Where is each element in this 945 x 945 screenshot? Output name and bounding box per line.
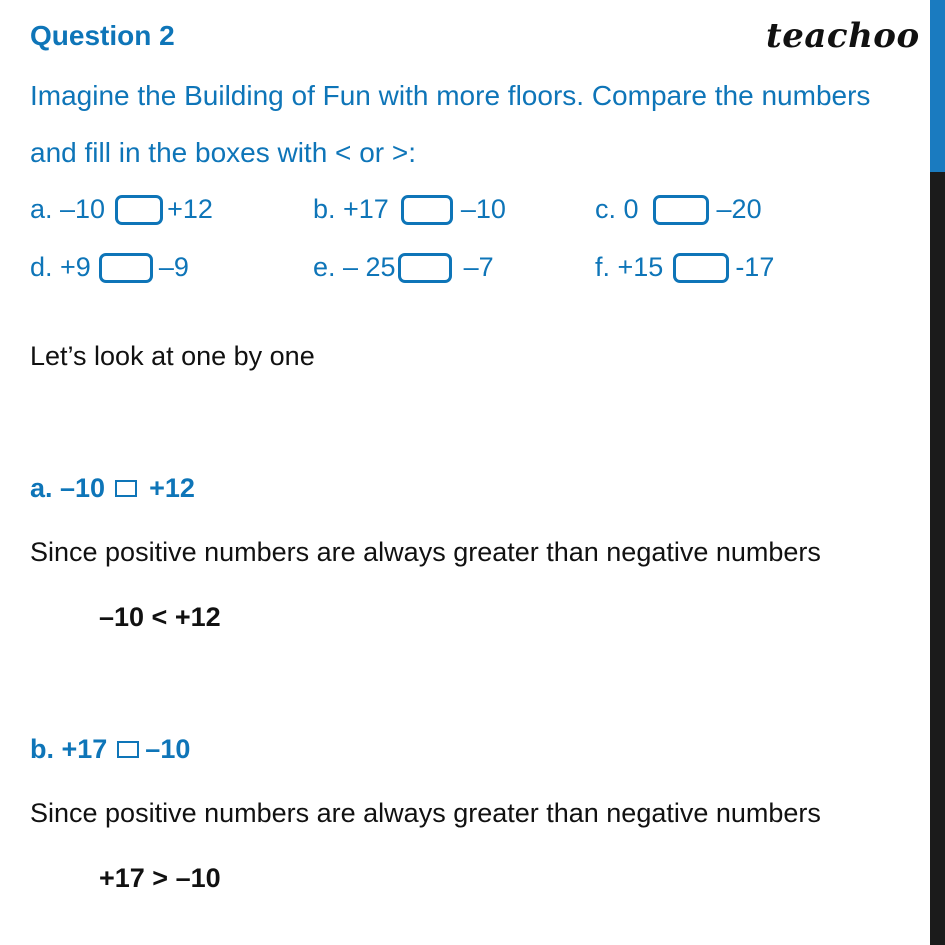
part-a-explanation: Since positive numbers are always greater than negative numbers	[30, 537, 821, 567]
item-a-answer-box	[115, 195, 163, 225]
item-b-left: b. +17	[313, 194, 389, 224]
prompt-line-2: and fill in the boxes with < or >:	[30, 137, 416, 168]
item-b-right: –10	[460, 194, 506, 224]
teachoo-logo: teachoo	[766, 16, 920, 56]
item-d-left: d. +9	[30, 252, 91, 282]
intro-text: Let’s look at one by one	[30, 341, 315, 371]
item-a-left: a. –10	[30, 194, 106, 224]
item-d-right: –9	[158, 252, 189, 282]
part-b-heading-right: –10	[145, 734, 191, 764]
item-b-answer-box	[401, 195, 453, 225]
item-e	[313, 252, 494, 283]
item-d-answer-box	[99, 253, 153, 283]
prompt-line-1: Imagine the Building of Fun with more floors. Compare the numbers	[30, 80, 871, 111]
item-d	[30, 252, 189, 283]
item-a	[30, 194, 213, 225]
item-e-right: –7	[463, 252, 494, 282]
item-f	[595, 252, 774, 283]
item-c	[595, 194, 762, 225]
part-a-heading-box	[115, 480, 137, 497]
item-c-answer-box	[653, 195, 709, 225]
item-f-right: -17	[735, 252, 775, 282]
item-c-right: –20	[716, 194, 762, 224]
part-b-heading-left: b. +17	[30, 734, 108, 764]
item-f-left: f. +15	[595, 252, 664, 282]
part-a-answer: –10 < +12	[99, 602, 221, 632]
item-e-answer-box	[398, 253, 452, 283]
item-f-answer-box	[673, 253, 729, 283]
part-b-answer: +17 > –10	[99, 863, 221, 893]
item-c-left: c. 0	[595, 194, 639, 224]
question-title: Question 2	[30, 20, 175, 51]
part-b-heading	[30, 734, 190, 765]
part-b-explanation: Since positive numbers are always greater than negative numbers	[30, 798, 821, 828]
item-a-right: +12	[167, 194, 213, 224]
part-b-heading-box	[117, 741, 139, 758]
scrollbar-thumb[interactable]	[930, 0, 945, 172]
item-b	[313, 194, 506, 225]
part-a-heading	[30, 473, 195, 504]
item-e-left: e. – 25	[313, 252, 396, 282]
part-a-heading-left: a. –10	[30, 473, 106, 503]
part-a-heading-right: +12	[149, 473, 195, 503]
